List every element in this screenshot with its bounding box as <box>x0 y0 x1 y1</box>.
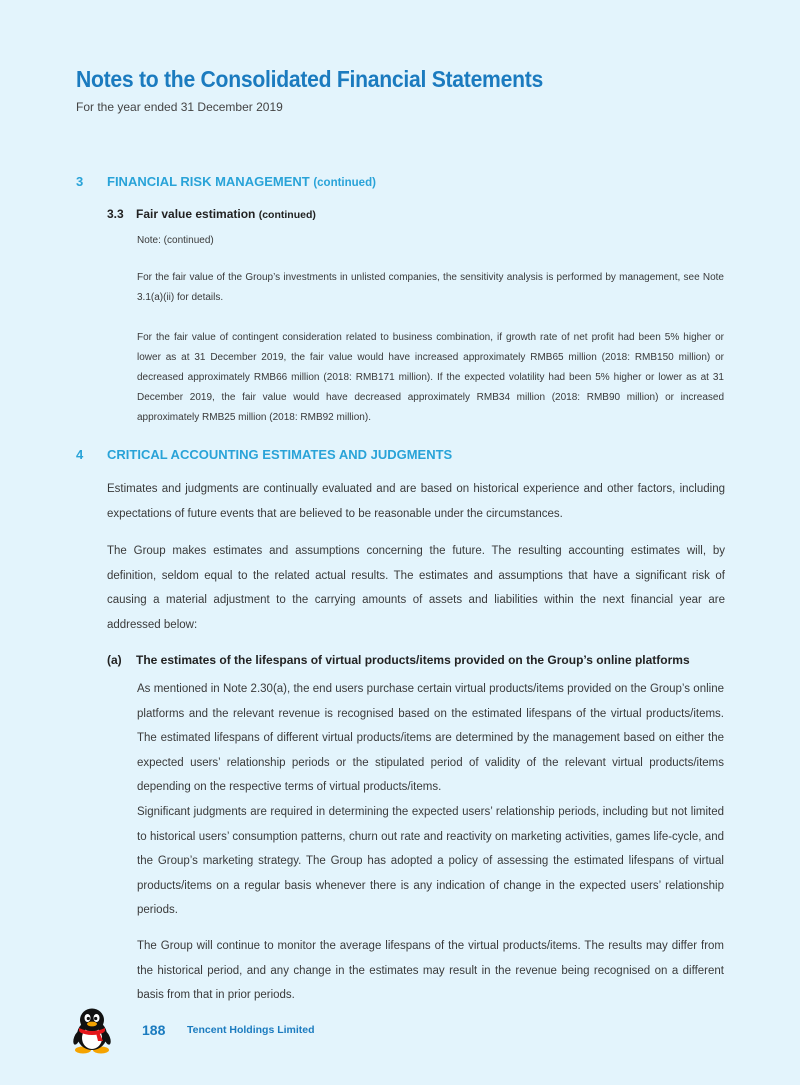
page-footer <box>72 1008 472 1058</box>
company-name: Tencent Holdings Limited <box>187 1024 315 1036</box>
section-title-wrap <box>107 174 376 189</box>
section-4-paragraph-2: The Group makes estimates and assumptions concerning the future. The resulting accounting estimates will, by definition, seldom equal to the related actual results. The estimates and assumptions that have a significant risk of causing a material adjustment to the carrying amounts of assets and liabilities within the next financial year are addressed below: <box>107 545 725 631</box>
subsection-title: Fair value estimation <box>136 207 256 221</box>
section-4-paragraph-1: Estimates and judgments are continually evaluated and are based on historical experience and other factors, including expectations of future events that are believed to be reasonable under the circumstances. <box>107 483 725 520</box>
subsection-a-paragraph-1: As mentioned in Note 2.30(a), the end users purchase certain virtual products/items provided on the Group’s online platforms and the relevant revenue is recognised based on the estimated lifespans of the virtual products/items. The estimated lifespans of different virtual products/items are determined by the management based on either the expected users’ relationship periods or the stipulated period of validity of the relevant virtual products/items depending on the respective terms of virtual products/items. <box>137 683 724 793</box>
subsection-number: 3.3 <box>107 207 124 221</box>
subsection-title: The estimates of the lifespans of virtual products/items provided on the Group’s online platforms <box>136 653 690 667</box>
page-subtitle: For the year ended 31 December 2019 <box>76 100 283 114</box>
tencent-penguin-icon <box>72 1008 112 1054</box>
page-title: Notes to the Consolidated Financial Statements <box>76 66 544 92</box>
continued-label: (continued) <box>258 209 316 221</box>
subsection-label: (a) <box>107 653 122 667</box>
note-paragraph-2: For the fair value of contingent consideration related to business combination, if growth rate of net profit had been 5% higher or lower as at 31 December 2019, the fair value would have increased approximately RMB65 million (2018: RMB150 million) or decreased approximately RMB66 million (2018: RMB171 million). If the expected volatility had been 5% higher or lower as at 31 December 2019, the fair value would have decreased approximately RMB34 million (2018: RMB90 million) or increased approximately RMB25 million (2018: RMB92 million). <box>137 332 724 423</box>
section-title: CRITICAL ACCOUNTING ESTIMATES AND JUDGMENTS <box>107 447 453 462</box>
note-label: Note: (continued) <box>137 235 214 246</box>
page-number: 188 <box>142 1022 166 1038</box>
section-number: 3 <box>76 174 84 189</box>
note-paragraph-1: For the fair value of the Group’s investments in unlisted companies, the sensitivity analysis is performed by management, see Note 3.1(a)(ii) for details. <box>137 272 724 303</box>
section-title: FINANCIAL RISK MANAGEMENT <box>107 174 310 189</box>
section-number: 4 <box>76 447 84 462</box>
subsection-a-paragraph-3: The Group will continue to monitor the average lifespans of the virtual products/items. The results may differ from the historical period, and any change in the estimates may result in the revenue being recognised on a different basis from that in prior periods. <box>137 940 724 1001</box>
subsection-a-paragraph-2: Significant judgments are required in determining the expected users’ relationship periods, including but not limited to historical users’ consumption patterns, churn out rate and reactivity on marketing activities, games life-cycle, and the Group’s marketing strategy. The Group has adopted a policy of assessing the estimated lifespans of virtual products/items on a regular basis whenever there is any indication of change in the expected users’ relationship periods. <box>137 806 724 916</box>
continued-label: (continued) <box>313 177 376 189</box>
subsection-title-wrap <box>136 207 316 221</box>
